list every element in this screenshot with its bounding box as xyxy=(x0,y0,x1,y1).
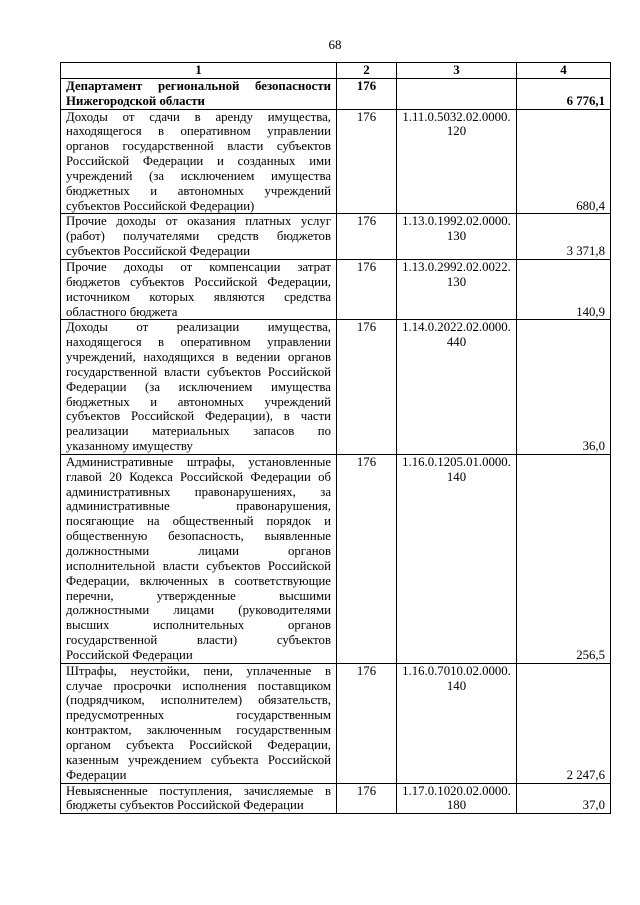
income-name-line: Федерации (за исключением имущества xyxy=(66,379,331,394)
admin-code: 176 xyxy=(356,320,377,335)
classification-code-line: 440 xyxy=(446,335,467,350)
amount-cell xyxy=(517,663,611,783)
income-name-line: Российской Федерации и созданных ими xyxy=(66,154,331,169)
income-name-line: главой 20 Кодекса Российской Федерации об xyxy=(66,469,331,484)
table-head xyxy=(61,63,611,79)
income-name-line: Доходы от реализации имущества, xyxy=(66,320,331,335)
amount: 36,0 xyxy=(582,439,605,454)
amount: 256,5 xyxy=(576,647,605,662)
amount: 6 776,1 xyxy=(566,93,605,108)
admin-code-cell xyxy=(337,214,397,260)
classification-code-cell xyxy=(397,214,517,260)
income-name-line: Российской Федерации xyxy=(66,647,193,662)
classification-code-cell xyxy=(397,783,517,814)
admin-code-cell xyxy=(337,109,397,214)
amount-cell xyxy=(517,320,611,455)
income-name-line: органом субъекта Российской Федерации, xyxy=(66,737,331,752)
table-row xyxy=(61,259,611,319)
admin-code: 176 xyxy=(356,109,377,124)
income-name-line: Федерации xyxy=(66,767,127,782)
income-name-line: высших исполнительных органов xyxy=(66,618,331,633)
income-name-line: административных правонарушениях, за xyxy=(66,484,331,499)
income-name-line: бюджетов субъектов Российской Федерации, xyxy=(66,274,331,289)
admin-code: 176 xyxy=(356,214,377,229)
income-name-cell xyxy=(61,320,337,455)
income-name-line: Прочие доходы от компенсации затрат xyxy=(66,259,331,274)
classification-code-line: 130 xyxy=(446,229,467,244)
classification-code-cell xyxy=(397,320,517,455)
classification-code-cell xyxy=(397,259,517,319)
income-name-line: Административные штрафы, установленные xyxy=(66,454,331,469)
income-name-cell xyxy=(61,663,337,783)
admin-code-cell xyxy=(337,663,397,783)
amount: 680,4 xyxy=(576,198,605,213)
income-name-line: случае просрочки исполнения поставщиком xyxy=(66,678,331,693)
income-name-line: предусмотренных государственным xyxy=(66,708,331,723)
admin-code-cell xyxy=(337,783,397,814)
income-name-line: общественную безопасность, выявленные xyxy=(66,529,331,544)
table-row xyxy=(61,109,611,214)
income-name-line: бюджетных и автономных учреждений xyxy=(66,183,331,198)
income-name-line: контрактом, заключенным государственным xyxy=(66,723,331,738)
income-name-line: Федерации, включенных в соответствующие xyxy=(66,573,331,588)
admin-code: 176 xyxy=(356,663,377,678)
income-name-line: бюджетных и автономных учреждений xyxy=(66,394,331,409)
income-name-line: Невыясненные поступления, зачисляемые в xyxy=(66,783,331,798)
column-header-1: 1 xyxy=(61,63,337,79)
income-name-line: субъектов Российской Федерации xyxy=(66,244,251,259)
income-name-line: (подрядчиком, исполнителем) обязательств, xyxy=(66,693,331,708)
classification-code-line: 1.16.0.1205.01.0000. xyxy=(402,454,511,469)
income-name-cell xyxy=(61,454,337,663)
income-name-line: Штрафы, неустойки, пени, уплаченные в xyxy=(66,663,331,678)
amount-cell xyxy=(517,214,611,260)
income-name-line: Прочие доходы от оказания платных услуг xyxy=(66,214,331,229)
revenue-table xyxy=(60,62,611,814)
admin-code-cell xyxy=(337,259,397,319)
income-name-line: реализации материальных запасов по xyxy=(66,424,331,439)
classification-code-line: 140 xyxy=(446,469,467,484)
table-row xyxy=(61,454,611,663)
income-name-line: источником которых являются средства xyxy=(66,289,331,304)
income-name-line: субъектов Российской Федерации) xyxy=(66,198,255,213)
classification-code-line: 1.13.0.2992.02.0022. xyxy=(402,259,511,274)
admin-code: 176 xyxy=(356,259,377,274)
table-row xyxy=(61,320,611,455)
classification-code-line: 140 xyxy=(446,678,467,693)
admin-code-cell xyxy=(337,78,397,109)
table-row xyxy=(61,663,611,783)
admin-code: 176 xyxy=(356,454,377,469)
amount-cell xyxy=(517,454,611,663)
table-header-row xyxy=(61,63,611,79)
income-name-line: должностными лицами (руководителями xyxy=(66,603,331,618)
classification-code-cell xyxy=(397,454,517,663)
admin-code: 176 xyxy=(356,78,377,93)
income-name-line: учреждений, находящихся в ведении органов xyxy=(66,350,331,365)
department-row xyxy=(61,78,611,109)
table-row xyxy=(61,214,611,260)
amount-cell xyxy=(517,259,611,319)
income-name-line: Нижегородской области xyxy=(66,93,205,108)
admin-code-cell xyxy=(337,454,397,663)
classification-code-cell xyxy=(397,663,517,783)
page-number: 68 xyxy=(328,37,342,52)
income-name-line: административные правонарушения, xyxy=(66,499,331,514)
income-name-cell xyxy=(61,214,337,260)
classification-code-line: 1.13.0.1992.02.0000. xyxy=(402,214,511,229)
classification-code-line: 120 xyxy=(446,124,467,139)
classification-code-line: 1.16.0.7010.02.0000. xyxy=(402,663,511,678)
amount: 2 247,6 xyxy=(566,767,605,782)
income-name-cell xyxy=(61,109,337,214)
income-name-cell xyxy=(61,783,337,814)
income-name-line: указанному имуществу xyxy=(66,439,193,454)
income-name-line: органов государственной власти субъектов xyxy=(66,139,331,154)
income-name-line: посягающие на общественный порядок и xyxy=(66,514,331,529)
classification-code-line: 130 xyxy=(446,274,467,289)
classification-code-line: 1.17.0.1020.02.0000. xyxy=(402,783,511,798)
income-name-line: Доходы от сдачи в аренду имущества, xyxy=(66,109,331,124)
column-header-3: 3 xyxy=(397,63,517,79)
income-name-cell xyxy=(61,259,337,319)
income-name-line: находящегося в оперативном управлении xyxy=(66,124,331,139)
income-name-line: Департамент региональной безопасности xyxy=(66,78,331,93)
amount-cell xyxy=(517,109,611,214)
column-header-4: 4 xyxy=(517,63,611,79)
amount-cell xyxy=(517,783,611,814)
income-name-line: находящегося в оперативном управлении xyxy=(66,335,331,350)
income-name-line: перечни, утвержденные высшими xyxy=(66,588,331,603)
income-name-line: субъектов Российской Федерации), в части xyxy=(66,409,331,424)
table-row xyxy=(61,783,611,814)
classification-code-line: 1.14.0.2022.02.0000. xyxy=(402,320,511,335)
income-name-line: бюджеты субъектов Российской Федерации xyxy=(66,798,304,813)
column-header-2: 2 xyxy=(337,63,397,79)
amount: 37,0 xyxy=(582,798,605,813)
income-name-line: казенным учреждением субъекта Российской xyxy=(66,752,331,767)
income-name-line: должностными лицами органов xyxy=(66,544,331,558)
admin-code-cell xyxy=(337,320,397,455)
classification-code-cell xyxy=(397,109,517,214)
amount: 140,9 xyxy=(576,304,605,319)
amount-cell xyxy=(517,78,611,109)
amount: 3 371,8 xyxy=(566,244,605,259)
income-name-line: областного бюджета xyxy=(66,304,178,319)
classification-code-line: 180 xyxy=(446,798,467,813)
admin-code: 176 xyxy=(356,783,377,798)
income-name-line: государственной власти) субъектов xyxy=(66,633,331,648)
table-body xyxy=(61,78,611,813)
income-name-line: (работ) получателями средств бюджетов xyxy=(66,229,331,244)
classification-code-cell xyxy=(397,78,517,109)
income-name-line: учреждений (за исключением имущества xyxy=(66,168,331,183)
classification-code-line: 1.11.0.5032.02.0000. xyxy=(402,109,511,124)
income-name-cell xyxy=(61,78,337,109)
income-name-line: государственной власти субъектов Российской xyxy=(66,364,331,379)
income-name-line: исполнительной власти субъектов Российской xyxy=(66,558,331,573)
